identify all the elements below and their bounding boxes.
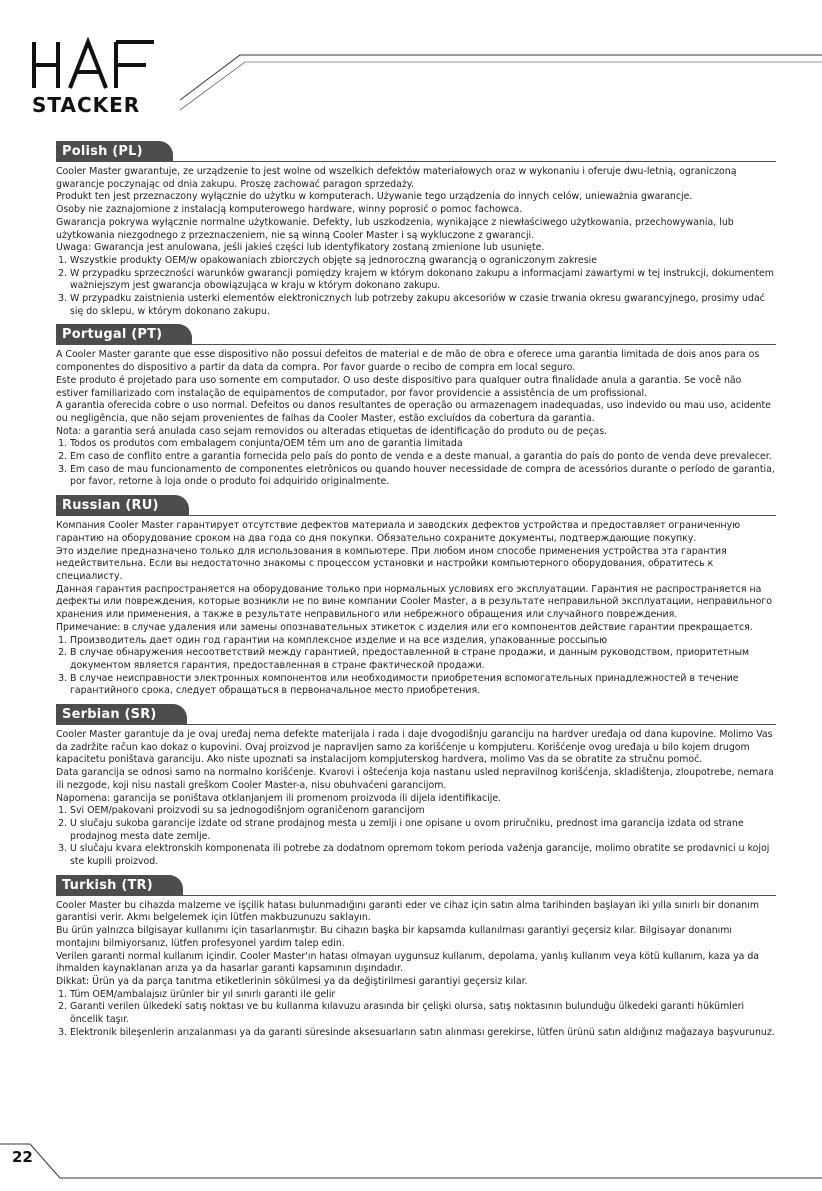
language-tag: Turkish (TR) [56,875,183,896]
language-tag: Polish (PL) [56,141,173,162]
list-item: 2. Em caso de conflito entre a garantia fornecida pelo país do ponto de venda e a deste manual, a garantia do país do ponto de venda deve prevalecer. [70,451,776,464]
paragraph: Gwarancja pokrywa wyłącznie normalne użytkowanie. Defekty, lub uszkodzenia, wynikające z niewłaściwego użytkowania, przechowywania, lub użytkowania niezgodnego z przeznaczeniem, nie są winną Cooler Master i są wykluczone z gwarancji. [56,216,734,241]
numbered-list [56,635,776,699]
logo-wordmark: STACKER [32,93,141,116]
paragraph: Cooler Master garantuje da je ovaj uređaj nema defekte materijala i rada i daje dvogodišnju garanciju na hardver uređaja od dana kupovine. Molimo Vas da zadržite račun kao dokaz o kupovini. Ovaj proizvod je napravljen samo za korišćenje u kompjuteru. Korišćenje ovog uređaja u bilo kojem drugom kapacitetu poništava garanciju. Ako niste upoznati sa instalacijom kompjuterskog hardvera, molimo Vas da se obratite za stručnu pomoć. [56,729,773,766]
list-item: 3. W przypadku zaistnienia usterki elementów elektronicznych lub potrzeby zakupu akcesoriów w czasie trwania okresu gwarancyjnego, prosimy udać się do sklepu, w którym dokonano zakupu. [70,293,776,318]
paragraph: Produkt ten jest przeznaczony wyłącznie do użytku w komputerach. Używanie tego urządzenia do innych celów, unieważnia gwarancje. [56,191,693,203]
haf-stacker-logo [30,36,180,116]
list-item: 1. Svi OEM/pakovani proizvodi su sa jednogodišnjom ograničenom garancijom [70,805,776,818]
list-item: 3. U slučaju kvara elektronskih komponenata ili potrebe za dodatnom opremom tokom perioda važenja garancije, molimo obratite se prodavnici u kojoj ste kupili proizvod. [70,843,776,868]
language-tag: Serbian (SR) [56,704,187,725]
section-portugal [56,323,776,489]
numbered-list [56,989,776,1040]
paragraph: Компания Cooler Master гарантирует отсутствие дефектов материала и заводских дефектов устройства и предоставляет ограниченную гарантию на оборудование сроком на два года со дня покупки. Обязательно сохраните документы, подтверждающие покупку. [56,520,741,544]
list-item: 1. Tüm OEM/ambalajsız ürünler bir yıl sınırlı garanti ile gelir [70,989,776,1002]
numbered-list [56,805,776,869]
numbered-list [56,255,776,319]
list-item: 1. Todos os produtos com embalagem conjunta/OEM têm um ano de garantia limitada [70,438,776,451]
paragraph: Примечание: в случае удаления или замены опознавательных этикеток с изделия или его компонентов действие гарантии прекращается. [56,621,753,633]
paragraph: A Cooler Master garante que esse dispositivo não possui defeitos de material e de mão de obra e oferece uma garantia limitada de dois anos para os componentes do dispositivo a partir da data da compra. Por favor guarde o recibo de compra em local seguro. [56,349,760,374]
list-item: 1. Производитель дает один год гарантии на комплексное изделие и на все изделия, упакованные россыпью [70,635,776,648]
paragraph: Data garancija se odnosi samo na normalno korišćenje. Kvarovi i oštećenja koja nastanu usled nepravilnog korišćenja, skladištenja, zloupotrebe, nemara ili nezgode, koji nisu nastali greškom Cooler Master-a, nisu obuhvaćeni garancijom. [56,767,774,791]
list-item: 3. Em caso de mau funcionamento de componentes eletrônicos ou quando houver necessidade de compra de acessórios durante o período de garantia, por favor, retorne à loja onde o produto foi adquirido originalmente. [70,464,776,489]
paragraph: Verilen garanti normal kullanım içindir. Cooler Master'ın hatası olmayan uygunsuz kullanım, depolama, yanlış kullanım veya kötü kullanım, kaza ya da ihmalden kaynaklanan arıza ya da hasarlar garanti kapsamının dışındadır. [56,950,760,975]
paragraph: Данная гарантия распространяется на оборудование только при нормальных условиях его эксплуатации. Гарантия не распространяется на дефекты или повреждения, которые возникли не по вине компании Cooler Master, а в результате неправильной эксплуатации, неправильного хранения или применения, а также в результате неправильного или небрежного обращения или случайного повреждения. [56,583,772,621]
paragraph: Nota: a garantia será anulada caso sejam removidos ou alteradas etiquetas de identificação do produto ou de peças. [56,425,608,437]
list-item: 2. Garanti verilen ülkedeki satış noktası ve bu kullanma kılavuzu arasında bir çelişki olursa, satış noktasının bulunduğu ülkedeki garanti hükümleri öncelik taşır. [70,1001,776,1026]
paragraph: Napomena: garancija se poništava otklanjanjem ili promenom proizvoda ili dijela identifikacije. [56,792,502,804]
section-polish [56,140,776,318]
paragraph: Osoby nie zaznajomione z instalacją komputerowego hardware, winny poprosić o pomoc fachowca. [56,204,523,216]
list-item: 3. В случае неисправности электронных компонентов или необходимости приобретения вспомогательных принадлежностей в течение гарантийного срока, следует обращаться в первоначальное место приобретения. [70,673,776,698]
paragraph: Este produto é projetado para uso somente em computador. O uso deste dispositivo para qualquer outra finalidade anula a garantia. Se você não estiver familiarizado com instalação de equipamentos de computador, por favor providencie a assistência de um profissional. [56,374,742,399]
paragraph: A garantia oferecida cobre o uso normal. Defeitos ou danos resultantes de operação ou armazenagem inadequadas, uso indevido ou mau uso, acidente ou negligência, que não sejam provenientes de falhas da Cooler Master, estão excluídos da cobertura da garantia. [56,400,771,424]
list-item: 3. Elektronik bileşenlerin arızalanması ya da garanti süresinde aksesuarların satın alınması gerekirse, lütfen ürünü satın aldığınız mağazaya başvurunuz. [70,1027,776,1040]
list-item: 1. Wszystkie produkty OEM/w opakowaniach zbiorczych objęte są jednoroczną gwarancją o ograniczonym zakresie [70,255,776,268]
numbered-list [56,438,776,489]
paragraph: Dikkat: Ürün ya da parça tanıtma etiketlerinin sökülmesi ya da değiştirilmesi garantiyi geçersiz kılar. [56,975,528,987]
paragraph: Это изделие предназначено только для использования в компьютере. При любом ином способе применения устройства эта гарантия недействительна. Если вы недостаточно знакомы с процессом установки и настройки компьютерного оборудования, обратитесь к специалисту. [56,545,727,582]
section-serbian [56,703,776,869]
warranty-content [56,140,776,1044]
paragraph: Uwaga: Gwarancja jest anulowana, jeśli jakieś części lub identyfikatory zostaną zmienione lub usunięte. [56,242,545,254]
list-item: 2. U slučaju sukoba garancije izdate od strane prodajnog mesta u zemlji i one opisane u ovom priručniku, prednost ima garancija izdata od strane prodajnog mesta date zemlje. [70,818,776,843]
list-item: 2. W przypadku sprzeczności warunków gwarancji pomiędzy krajem w którym dokonano zakupu a informacjami zawartymi w tej instrukcji, dokumentem ważniejszym jest gwarancja obowiązująca w kraju w którym dokonano zakupu. [70,268,776,293]
language-tag: Russian (RU) [56,495,189,516]
page-number: 22 [12,1148,33,1166]
section-turkish [56,874,776,1040]
paragraph: Bu ürün yalnızca bilgisayar kullanımı için tasarlanmıştır. Bu cihazın başka bir kapsamda kullanılması garantiyi geçersiz kılar. Bilgisayar donanımı montajını bilmiyorsanız, lütfen profesyonel yardım talep edin. [56,925,732,949]
language-tag: Portugal (PT) [56,324,192,345]
footer-divider [0,1140,822,1191]
section-russian [56,494,776,698]
list-item: 2. В случае обнаружения несоответствий между гарантией, предоставленной в стране продажи, и данным руководством, приоритетным документом является гарантия, предоставленная в стране фактической продажи. [70,647,776,672]
paragraph: Cooler Master gwarantuje, ze urządzenie to jest wolne od wszelkich defektów materiałowych oraz w wykonaniu i oferuje dwu-letnią, ograniczoną gwarancje poczynając od dnia zakupu. Proszę zachować paragon sprzedaży. [56,166,737,190]
paragraph: Cooler Master bu cihazda malzeme ve işçilik hatası bulunmadığını garanti eder ve cihaz için satın alma tarihinden başlayan iki yılla sınırlı bir donanım garantisi verir. Akmı belgelemek için lütfen makbuzunuzu saklayın. [56,899,759,924]
